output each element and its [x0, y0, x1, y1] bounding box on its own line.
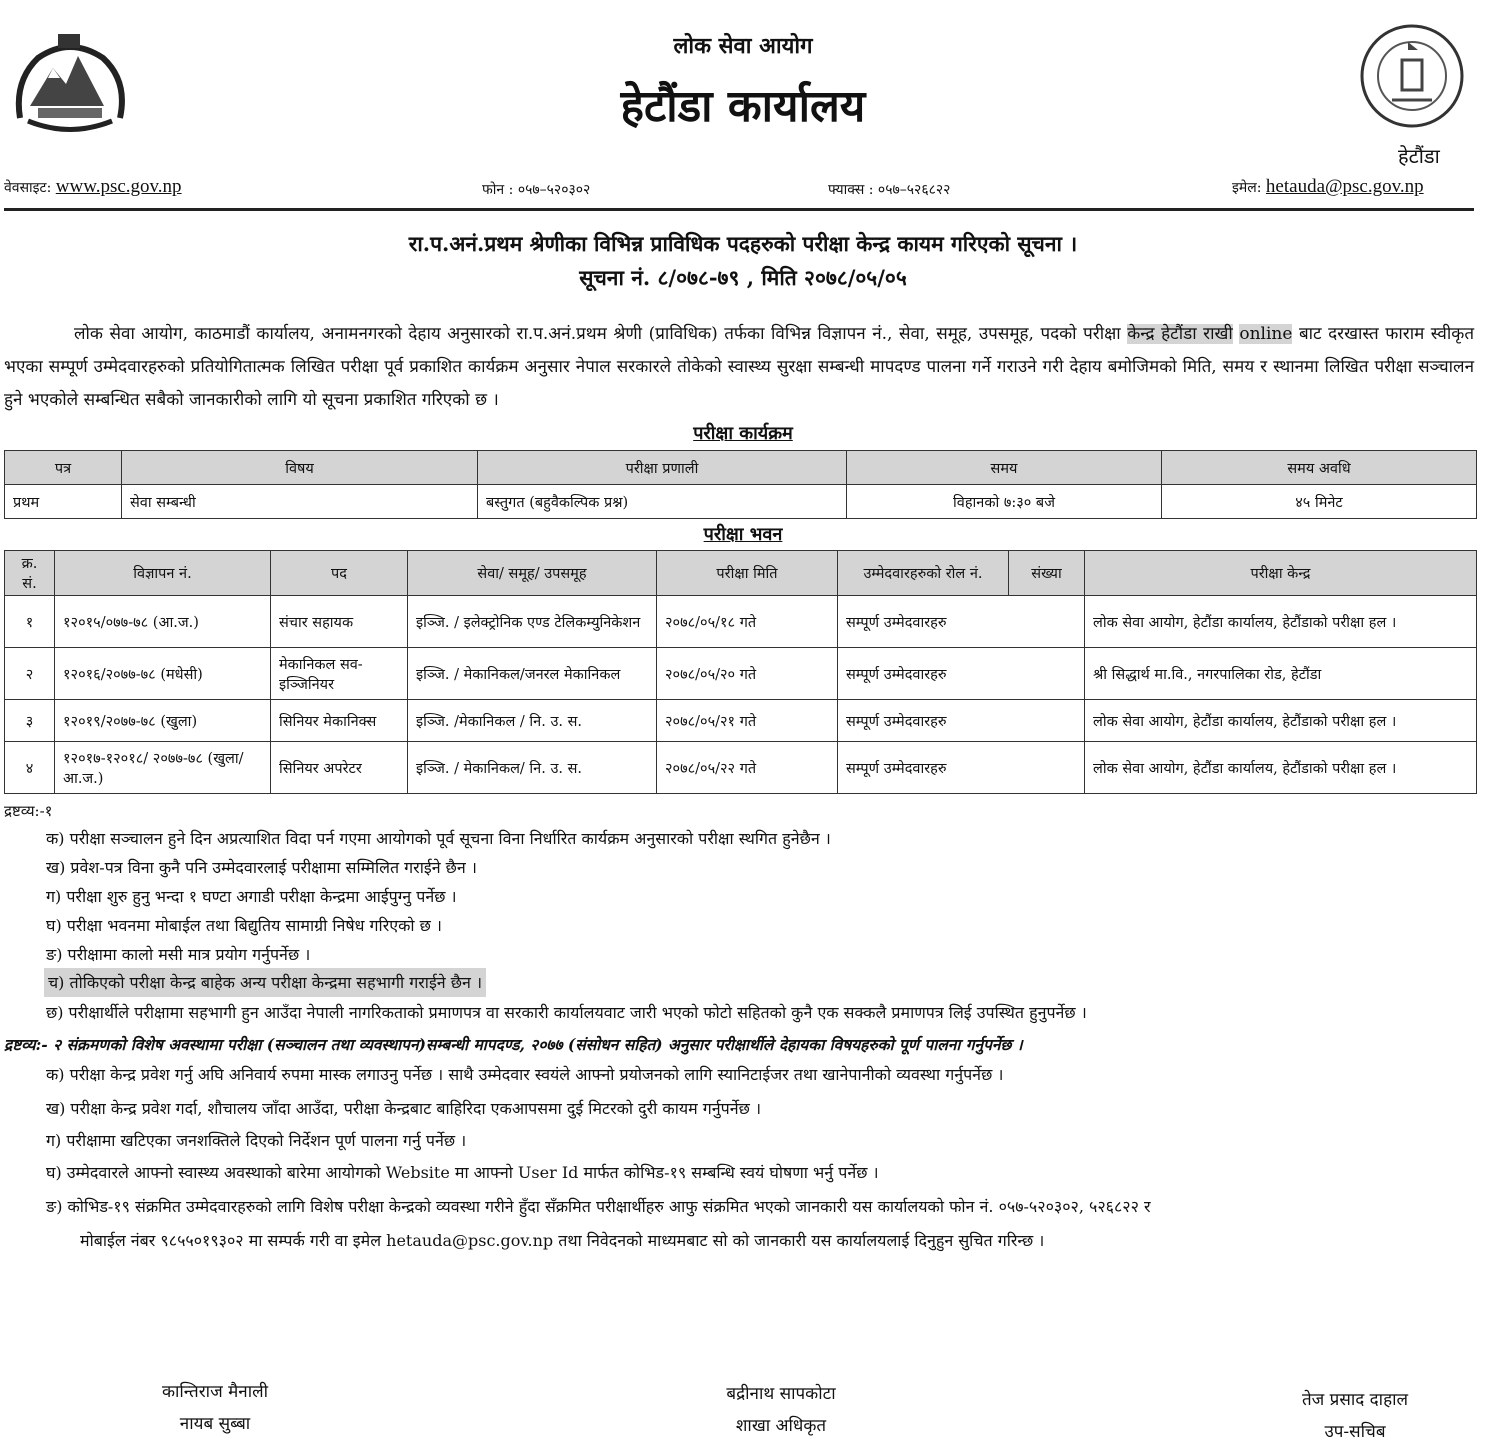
table-cell: सम्पूर्ण उम्मेदवारहरु: [838, 596, 1085, 648]
venue-heading: परीक्षा भवन: [703, 524, 783, 545]
signature-block: [651, 1378, 911, 1442]
venue-table: [4, 550, 1477, 794]
table-row: [5, 485, 1477, 519]
fax-row: [828, 180, 950, 199]
signatory-name: कान्तिराज मैनाली: [161, 1382, 269, 1402]
schedule-heading: परीक्षा कार्यक्रम: [693, 423, 793, 444]
notes2-heading: द्रष्टव्य:- २ संक्रमणको विशेष अवस्थामा परीक्षा (सञ्चालन तथा व्यवस्थापन)सम्बन्धी मापदण्ड, २०७७ (संसोधन सहित) अनुसार परीक्षार्थीले देहायका विषयहरुको पूर्ण पालना गर्नुपर्नेछ ।: [4, 1035, 1023, 1054]
table-cell: ४५ मिनेट: [1162, 485, 1477, 519]
phone-value: ०५७–५२०३०२: [517, 182, 591, 198]
col-header: समय अवधि: [1162, 451, 1477, 485]
table-cell: १२०१६/२०७७-७८ (मधेसी): [55, 648, 271, 700]
intro-text-b: बाट दरखास्त फाराम स्वीकृत भएका सम्पूर्ण उम्मेदवारहरुको प्रतियोगितात्मक लिखित परीक्षा पूर्व प्रकाशित कार्यक्रम अनुसार नेपाल सरकारले तोकेको स्वास्थ्य सुरक्षा सम्बन्धी मापदण्ड पालना गर्ने गराउने गरी देहाय बमोजिमको मिति, समय र स्थानमा लिखित परीक्षा सञ्चालन हुने भएकोले सम्बन्धित सबैको जानकारीको लागि यो सूचना प्रकाशित गरिएको छ ।: [4, 324, 1475, 410]
col-header: पद: [271, 551, 408, 596]
col-header: परीक्षा केन्द्र: [1085, 551, 1477, 596]
table-cell: ४: [5, 742, 55, 794]
website-link[interactable]: www.psc.gov.np: [55, 176, 182, 197]
table-cell: इञ्जि. / मेकानिकल/ नि. उ. स.: [408, 742, 657, 794]
fax-label: फ्याक्स :: [828, 182, 874, 198]
intro-text-a: लोक सेवा आयोग, काठमाडौं कार्यालय, अनामनगरको देहाय अनुसारको रा.प.अनं.प्रथम श्रेणी (प्राविधिक) तर्फका विभिन्न विज्ञापन नं., सेवा, समूह, उपसमूह, पदको परीक्षा: [74, 324, 1121, 344]
signatory-name: बद्रीनाथ सापकोटा: [726, 1384, 836, 1404]
table-cell: २०७८/०५/२० गते: [657, 648, 838, 700]
signature-block: [85, 1376, 345, 1440]
col-header: उम्मेदवारहरुको रोल नं.: [838, 551, 1009, 596]
table-cell: लोक सेवा आयोग, हेटौंडा कार्यालय, हेटौंडाको परीक्षा हल ।: [1085, 596, 1477, 648]
email-label: इमेल:: [1232, 180, 1262, 196]
table-cell: १२०१९/२०७७-७८ (खुला): [55, 700, 271, 742]
schedule-header-row: [5, 451, 1477, 485]
table-cell: सिनियर मेकानिक्स: [271, 700, 408, 742]
seal-label: हेटौंडा: [1398, 144, 1440, 168]
col-header: संख्या: [1009, 551, 1085, 596]
note-item: घ) परीक्षा भवनमा मोबाईल तथा बिद्युतिय सामाग्री निषेध गरिएको छ ।: [46, 916, 442, 935]
table-cell: संचार सहायक: [271, 596, 408, 648]
intro-paragraph: [4, 318, 1474, 417]
col-header: समय: [847, 451, 1162, 485]
header-divider: [4, 208, 1474, 211]
table-row: [5, 700, 1477, 742]
note-item: घ) उम्मेदवारले आफ्नो स्वास्थ्य अवस्थाको बारेमा आयोगको Website मा आफ्नो User Id मार्फत कोभिड-१९ सम्बन्धि स्वयं घोषणा भर्नु पर्नेछ ।: [46, 1163, 879, 1182]
note-item: ङ) परीक्षामा कालो मसी मात्र प्रयोग गर्नुपर्नेछ ।: [46, 945, 311, 964]
table-cell: इञ्जि. / इलेक्ट्रोनिक एण्ड टेलिकम्युनिकेशन: [408, 596, 657, 648]
notes1-heading: द्रष्टव्य:-१: [4, 802, 53, 820]
note-item: ग) परीक्षा शुरु हुनु भन्दा १ घण्टा अगाडी परीक्षा केन्द्रमा आईपुग्नु पर्नेछ ।: [46, 887, 457, 906]
table-cell: लोक सेवा आयोग, हेटौंडा कार्यालय, हेटौंडाको परीक्षा हल ।: [1085, 742, 1477, 794]
venue-header-row: [5, 551, 1477, 596]
note-item: छ) परीक्षार्थीले परीक्षामा सहभागी हुन आउँदा नेपाली नागरिकताको प्रमाणपत्र वा सरकारी कार्यालयवाट जारी भएको फोटो सहितको कुनै एक सक्कलै प्रमाणपत्र लिई उपस्थित हुनुपर्नेछ ।: [46, 1003, 1087, 1022]
note-item: ङ) कोभिड-१९ संक्रमित उम्मेदवारहरुको लागि विशेष परीक्षा केन्द्रको व्यवस्था गरीने हुँदा सँक्रमित परीक्षार्थीहरु आफु संक्रमित भएको जानकारी यस कार्यालयको फोन नं. ०५७-५२०३०२, ५२६८२२ र: [46, 1197, 1151, 1216]
psc-seal-icon: [1358, 20, 1466, 132]
table-cell: २०७८/०५/२१ गते: [657, 700, 838, 742]
table-cell: १: [5, 596, 55, 648]
phone-row: [482, 180, 590, 199]
intro-highlight-center: केन्द्र हेटौंडा राखी: [1127, 324, 1233, 344]
table-cell: श्री सिद्धार्थ मा.वि., नगरपालिका रोड, हेटौंडा: [1085, 648, 1477, 700]
note-item: क) परीक्षा सञ्चालन हुने दिन अप्रत्याशित विदा पर्न गएमा आयोगको पूर्व सूचना विना निर्धारित कार्यक्रम अनुसारको परीक्षा स्थगित हुनेछैन ।: [46, 829, 831, 848]
table-row: [5, 596, 1477, 648]
note-item: ग) परीक्षामा खटिएका जनशक्तिले दिएको निर्देशन पूर्ण पालना गर्नु पर्नेछ ।: [46, 1131, 467, 1150]
table-cell: २०७८/०५/२२ गते: [657, 742, 838, 794]
note-item: ख) प्रवेश-पत्र विना कुनै पनि उम्मेदवारलाई परीक्षामा सम्मिलित गराईने छैन ।: [46, 858, 477, 877]
schedule-table: [4, 450, 1477, 519]
table-cell: मेकानिकल सव-इञ्जिनियर: [271, 648, 408, 700]
col-header: विषय: [122, 451, 478, 485]
note-item: क) परीक्षा केन्द्र प्रवेश गर्नु अघि अनिवार्य रुपमा मास्क लगाउनु पर्नेछ । साथै उम्मेदवार स्वयंले आफ्नो प्रयोजनको लागि स्यानिटाईजर तथा खानेपानीको व्यवस्था गर्नुपर्नेछ ।: [46, 1065, 1004, 1084]
phone-label: फोन :: [482, 182, 514, 198]
office-name: हेटौंडा कार्यालय: [620, 81, 866, 132]
table-cell: लोक सेवा आयोग, हेटौंडा कार्यालय, हेटौंडाको परीक्षा हल ।: [1085, 700, 1477, 742]
signatory-title: उप-सचिब: [1324, 1422, 1386, 1442]
table-cell: बस्तुगत (बहुवैकल्पिक प्रश्न): [478, 485, 847, 519]
table-cell: सम्पूर्ण उम्मेदवारहरु: [838, 648, 1085, 700]
table-cell: १२०१७-१२०१८/ २०७७-७८ (खुला/आ.ज.): [55, 742, 271, 794]
note-item: ख) परीक्षा केन्द्र प्रवेश गर्दा, शौचालय जाँदा आउँदा, परीक्षा केन्द्रबाट बाहिरिदा एकआपसमा दुई मिटरको दुरी कायम गर्नुपर्नेछ ।: [46, 1099, 762, 1118]
email-link[interactable]: hetauda@psc.gov.np: [1265, 176, 1424, 197]
table-cell: विहानको ७:३० बजे: [847, 485, 1162, 519]
note-item-continued: मोबाईल नंबर ९८५५०१९३०२ मा सम्पर्क गरी वा इमेल hetauda@psc.gov.np तथा निवेदनको माध्यमबाट सो को जानकारी यस कार्यालयलाई दिनुहुन सुचित गरिन्छ ।: [80, 1231, 1045, 1250]
table-cell: इञ्जि. /मेकानिकल / नि. उ. स.: [408, 700, 657, 742]
signatory-title: शाखा अधिकृत: [735, 1416, 827, 1436]
table-cell: इञ्जि. / मेकानिकल/जनरल मेकानिकल: [408, 648, 657, 700]
signatory-name: तेज प्रसाद दाहाल: [1301, 1390, 1409, 1410]
org-name: लोक सेवा आयोग: [673, 33, 813, 59]
note-item-highlighted: च) तोकिएको परीक्षा केन्द्र बाहेक अन्य परीक्षा केन्द्रमा सहभागी गराईने छैन ।: [44, 968, 486, 997]
table-cell: सम्पूर्ण उम्मेदवारहरु: [838, 700, 1085, 742]
email-row: [1232, 176, 1424, 198]
col-header: पत्र: [5, 451, 122, 485]
table-cell: २: [5, 648, 55, 700]
website-row: [4, 176, 182, 198]
col-header: परीक्षा प्रणाली: [478, 451, 847, 485]
table-cell: ३: [5, 700, 55, 742]
col-header: विज्ञापन नं.: [55, 551, 271, 596]
table-cell: २०७८/०५/१८ गते: [657, 596, 838, 648]
col-header: क्र. सं.: [5, 551, 55, 596]
intro-highlight-online: online: [1239, 324, 1293, 344]
notice-title: रा.प.अनं.प्रथम श्रेणीका विभिन्न प्राविधिक पदहरुको परीक्षा केन्द्र कायम गरिएको सूचना ।: [408, 231, 1078, 256]
col-header: परीक्षा मिति: [657, 551, 838, 596]
table-cell: सेवा सम्बन्धी: [122, 485, 478, 519]
table-row: [5, 742, 1477, 794]
table-cell: प्रथम: [5, 485, 122, 519]
table-cell: १२०१५/०७७-७८ (आ.ज.): [55, 596, 271, 648]
table-cell: सिनियर अपरेटर: [271, 742, 408, 794]
table-cell: सम्पूर्ण उम्मेदवारहरु: [838, 742, 1085, 794]
notice-number: सूचना नं. ८/०७८-७९ , मिति २०७८/०५/०५: [579, 265, 907, 290]
fax-value: ०५७–५२६८२२: [877, 182, 951, 198]
col-header: सेवा/ समूह/ उपसमूह: [408, 551, 657, 596]
signature-block: [1225, 1384, 1485, 1448]
table-row: [5, 648, 1477, 700]
signatory-title: नायब सुब्बा: [179, 1414, 251, 1434]
website-label: वेवसाइट:: [4, 180, 52, 196]
